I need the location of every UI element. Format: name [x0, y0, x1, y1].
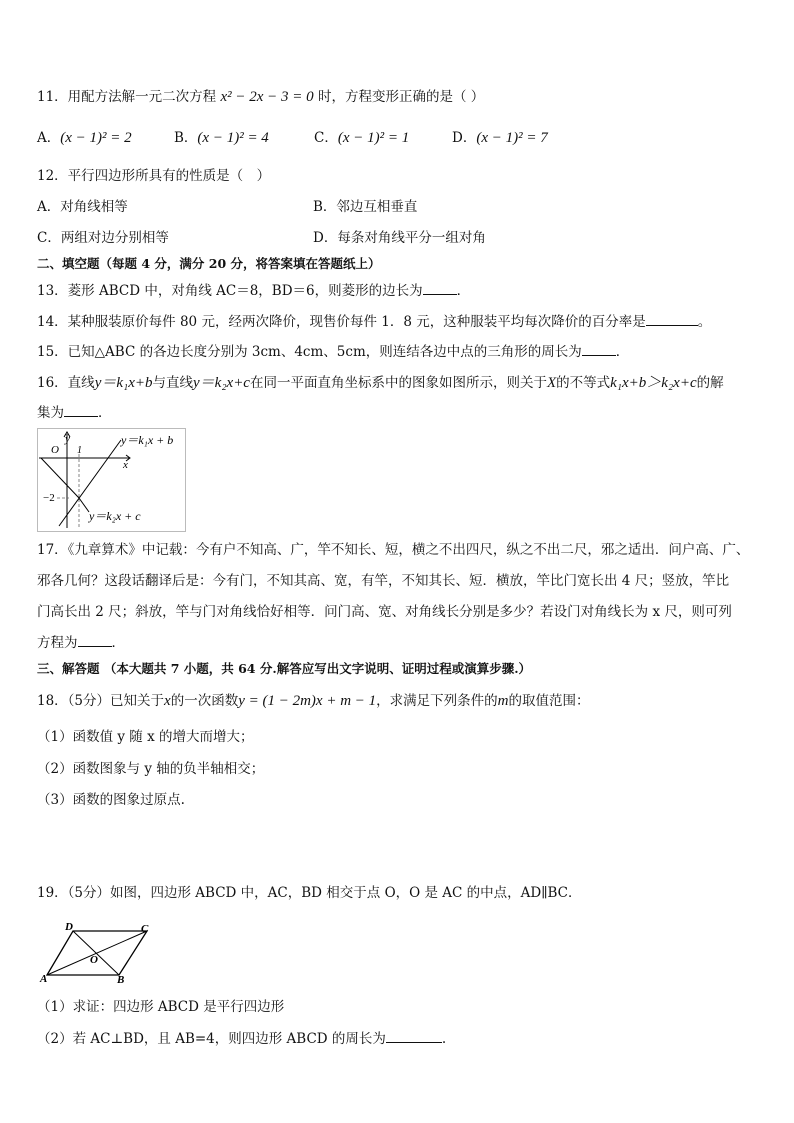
- label-a: A: [40, 973, 48, 984]
- q11-equation: x² − 2x − 3 = 0: [220, 89, 314, 105]
- q13: 13．菱形 ABCD 中，对角线 AC＝8，BD＝6，则菱形的边长为 ．: [37, 283, 471, 299]
- q19-item-1: （1）求证：四边形 ABCD 是平行四边形: [37, 999, 285, 1015]
- label-line1: y＝k₁x + b: [121, 433, 174, 447]
- q19-stem: 19．（5分）如图，四边形 ABCD 中，AC，BD 相交于点 O，O 是 AC 的中点，AD∥BC．: [37, 885, 582, 901]
- q15: 15．已知△ABC 的各边长度分别为 3cm、4cm、5cm，则连结各边中点的三角形的周长为 ．: [37, 344, 630, 360]
- q12-stem: 12．平行四边形所具有的性质是（ ）: [37, 168, 271, 184]
- answer-blank: [78, 634, 112, 647]
- q19-figure: [37, 920, 159, 984]
- answer-blank: [646, 313, 698, 326]
- answer-blank: [423, 282, 457, 295]
- answer-blank: [64, 404, 98, 417]
- section-2-heading: 二、填空题（每题 4 分，满分 20 分，将答案填在答题纸上）: [37, 256, 381, 271]
- label-o: O: [90, 954, 98, 966]
- section-3-heading: 三、解答题 （本大题共 7 小题，共 64 分.解答应写出文字说明、证明过程或演算步骤.）: [37, 661, 532, 676]
- q17-line1: 17．《九章算术》中记载：今有户不知高、广，竿不知长、短，横之不出四尺，纵之不出二尺，邪之适出．问户高、广、: [37, 542, 750, 558]
- q18-stem: 18．（5分）已知关于x的一次函数y = (1 − 2m)x + m − 1，求满足下列条件的m的取值范围：: [37, 693, 590, 709]
- line-k2: [79, 498, 89, 512]
- q12-option-d: D．每条对角线平分一组对角: [313, 230, 486, 246]
- q16-figure: [37, 428, 187, 532]
- q12-option-c: C．两组对边分别相等: [37, 230, 169, 246]
- q11-option-d: D．(x − 1)² = 7: [452, 130, 548, 146]
- q11-option-a: A．(x − 1)² = 2: [37, 130, 132, 146]
- label-d: D: [65, 921, 73, 933]
- diagonal-bd: [73, 931, 119, 975]
- label-x: x: [123, 459, 128, 471]
- q17-line3: 门高长出 2 尺；斜放，竿与门对角线恰好相等．问门高、宽、对角线长分别是多少？若设门对角线长为 x 尺，则可列: [37, 604, 732, 620]
- q12-option-b: B．邻边互相垂直: [313, 199, 418, 215]
- q12-option-a: A．对角线相等: [37, 199, 128, 215]
- label-b: B: [117, 974, 125, 984]
- answer-blank: [582, 343, 616, 356]
- answer-blank: [386, 1030, 442, 1043]
- q11-option-c: C．(x − 1)² = 1: [314, 130, 410, 146]
- q16-line1: 16．直线y＝k₁x+b与直线y＝k₂x+c在同一平面直角坐标系中的图象如图所示，则关于X的不等式k₁x+b＞k₂x+c的解: [37, 375, 724, 391]
- label-line2: y＝k₂x + c: [89, 509, 141, 523]
- q14: 14．某种服装原价每件 80 元，经两次降价，现售价每件 1．8 元，这种服装平均每次降价的百分率是 。: [37, 314, 712, 330]
- q18-item-3: （3）函数的图象过原点.: [37, 792, 185, 808]
- label-o: O: [51, 444, 59, 456]
- q11-stem: 11．用配方法解一元二次方程 x² − 2x − 3 = 0 时，方程变形正确的是（ ）: [37, 89, 485, 105]
- q17-line4: 方程为 ．: [37, 635, 125, 651]
- q18-item-2: （2）函数图象与 y 轴的负半轴相交；: [37, 761, 265, 777]
- q16-line2: 集为 ．: [37, 405, 112, 421]
- q18-item-1: （1）函数值 y 随 x 的增大而增大；: [37, 729, 254, 745]
- q19-item-2: （2）若 AC⊥BD，且 AB=4，则四边形 ABCD 的周长为 .: [37, 1031, 447, 1047]
- q11-option-b: B．(x − 1)² = 4: [174, 130, 269, 146]
- diagonal-ac: [47, 931, 147, 975]
- label-y: y: [65, 433, 70, 445]
- label-1: 1: [77, 445, 82, 456]
- label-minus-2: −2: [43, 492, 55, 504]
- q17-line2: 邪各几何？这段话翻译后是：今有门，不知其高、宽，有竿，不知其长、短．横放，竿比门宽长出 4 尺；竖放，竿比: [37, 573, 730, 589]
- label-c: C: [141, 923, 149, 935]
